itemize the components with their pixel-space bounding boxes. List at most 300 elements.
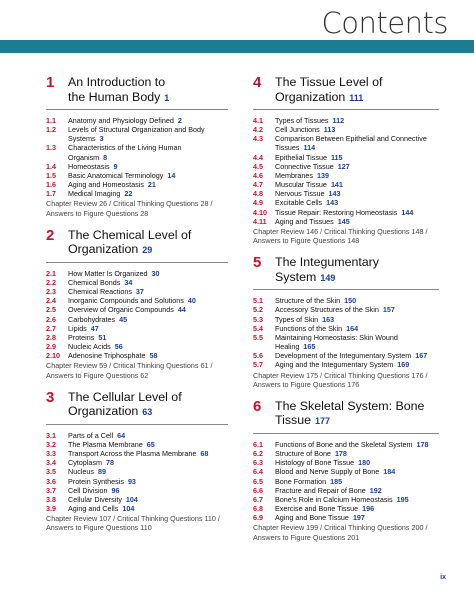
section-title-line: Cellular Diversity [68, 494, 122, 504]
section-title-line: Membranes [275, 170, 313, 180]
section-title-line: Chemical Bonds [68, 277, 121, 287]
chapter-number: 5 [253, 254, 262, 272]
section-number: 2.7 [46, 323, 56, 333]
section-title [68, 116, 182, 125]
section-number: 4.5 [253, 161, 263, 171]
section-row[interactable] [46, 504, 228, 513]
chapter-entry [253, 398, 439, 542]
section-title-line: Connective Tissue [275, 161, 334, 171]
chapter-rule [46, 262, 228, 263]
section-title-line: Histology of Bone Tissue [275, 458, 355, 468]
section-row[interactable] [253, 324, 439, 333]
section-title [275, 134, 427, 152]
section-row[interactable] [253, 486, 439, 495]
section-number: 2.3 [46, 287, 56, 297]
section-title [275, 125, 335, 134]
section-number: 3.8 [46, 494, 56, 504]
section-number: 4.4 [253, 152, 263, 162]
section-number: 5.5 [253, 332, 263, 342]
chapter-entry [46, 74, 228, 218]
section-row[interactable] [46, 287, 228, 296]
section-title-line: Cytoplasm [68, 458, 102, 468]
section-title [68, 431, 125, 440]
section-row[interactable] [46, 171, 228, 180]
section-title [275, 296, 356, 305]
section-row[interactable] [46, 143, 228, 161]
section-page: 167 [415, 351, 428, 361]
section-title-line: Functions of the Skin [275, 323, 343, 333]
chapter-number: 6 [253, 397, 262, 415]
section-number: 5.2 [253, 305, 263, 315]
section-title-line: Homeostasis [68, 161, 110, 171]
section-row[interactable] [253, 440, 439, 449]
section-title-line: Transport Across the Plasma Membrane [68, 449, 197, 459]
section-title [68, 477, 136, 486]
section-number: 3.6 [46, 476, 56, 486]
chapter-review [46, 514, 228, 532]
left-column [46, 74, 228, 542]
section-row[interactable] [46, 278, 228, 287]
section-row[interactable] [46, 342, 228, 351]
section-title [275, 189, 341, 198]
section-number: 4.8 [253, 189, 263, 199]
section-title [275, 449, 347, 458]
section-page: 163 [322, 314, 335, 324]
section-number: 6.3 [253, 458, 263, 468]
section-title [68, 269, 160, 278]
chapter-page: 149 [320, 272, 336, 283]
chapter-rule [253, 109, 439, 110]
section-row[interactable] [253, 198, 439, 207]
section-title [275, 116, 344, 125]
section-row[interactable] [253, 315, 439, 324]
section-row[interactable] [46, 467, 228, 476]
section-page: 180 [358, 458, 371, 468]
section-title [68, 324, 99, 333]
chapter-review [253, 523, 439, 541]
chapter-heading[interactable] [46, 227, 228, 258]
section-row[interactable] [46, 458, 228, 467]
chapter-title-line: Tissue [275, 413, 312, 428]
section-row[interactable] [46, 431, 228, 440]
section-title [68, 143, 181, 161]
section-title-line: Functions of Bone and the Skeletal System [275, 439, 413, 449]
section-title [275, 467, 395, 476]
chapter-number: 3 [46, 388, 55, 406]
section-title-line: Proteins [68, 332, 95, 342]
section-page: 184 [383, 467, 396, 477]
section-title-line: Excitable Cells [275, 198, 323, 208]
section-title [68, 125, 205, 143]
chapter-rule [46, 109, 228, 110]
section-title-line: Bone's Role in Calcium Homeostasis [275, 494, 393, 504]
section-title [68, 342, 123, 351]
section-page: 144 [401, 207, 414, 217]
section-row[interactable] [46, 449, 228, 458]
chapter-review-line: Chapter Review 59 / Critical Thinking Questions 61 / [46, 361, 213, 371]
section-page: 93 [127, 476, 136, 486]
section-title-line: Development of the Integumentary System [275, 351, 412, 361]
section-row[interactable] [253, 360, 439, 369]
section-title [275, 477, 342, 486]
chapter-review-line: Chapter Review 26 / Critical Thinking Questions 28 / [46, 199, 213, 209]
section-page: 113 [323, 125, 336, 135]
section-page: 143 [328, 189, 341, 199]
section-page: 2 [177, 116, 182, 125]
section-title [275, 486, 382, 495]
section-title [275, 153, 343, 162]
section-title [68, 449, 208, 458]
section-page: 104 [125, 494, 138, 504]
section-title-line: Protein Synthesis [68, 476, 124, 486]
chapter-title-line: the Human Body [68, 89, 161, 104]
chapter-rule [253, 433, 439, 434]
section-title-line: Exercise and Bone Tissue [275, 504, 359, 514]
section-page: 178 [416, 439, 429, 449]
section-title [68, 296, 196, 305]
section-number: 4.1 [253, 116, 263, 125]
section-number: 1.5 [46, 170, 56, 180]
section-number: 3.7 [46, 485, 56, 495]
right-column [253, 74, 439, 551]
section-title-line: Aging and Cells [68, 504, 119, 514]
section-page: 104 [122, 504, 135, 514]
section-page: 65 [146, 439, 155, 449]
section-title-line: Adenosine Triphosphate [68, 351, 146, 361]
chapter-title-line: The Chemical Level of [68, 227, 192, 242]
section-title [275, 440, 428, 449]
section-row[interactable] [253, 189, 439, 198]
section-title-line: Cell Division [68, 485, 108, 495]
section-row[interactable] [253, 217, 439, 226]
section-row[interactable] [46, 477, 228, 486]
section-page: 30 [151, 268, 160, 278]
chapter-title-line: The Tissue Level of [275, 75, 383, 89]
chapter-heading[interactable] [46, 74, 228, 105]
section-number: 4.2 [253, 125, 263, 135]
section-page: 14 [167, 170, 176, 180]
section-title [68, 287, 144, 296]
section-title [68, 458, 114, 467]
section-title [68, 351, 158, 360]
section-row[interactable] [46, 486, 228, 495]
chapter-title-line: An Introduction to [68, 75, 166, 89]
chapter-title-line: Organization [68, 242, 139, 257]
section-number: 5.4 [253, 323, 263, 333]
chapter-review-line: Answers to Figure Questions 201 [253, 532, 360, 542]
section-title-line: Overview of Organic Compounds [68, 305, 174, 315]
chapter-review-line: Chapter Review 146 / Critical Thinking Questions 148 / [253, 226, 428, 236]
section-page: 178 [334, 449, 347, 459]
section-number: 2.2 [46, 277, 56, 287]
section-number: 3.3 [46, 449, 56, 459]
section-number: 3.2 [46, 439, 56, 449]
section-row[interactable] [253, 305, 439, 314]
section-page: 150 [344, 296, 357, 306]
section-number: 6.5 [253, 476, 263, 486]
section-title-line: Types of Tissues [275, 116, 329, 125]
chapter-page: 63 [142, 407, 153, 418]
section-title [68, 305, 186, 314]
chapter-page: 1 [164, 92, 170, 103]
section-title [275, 513, 365, 522]
chapter-review [46, 199, 228, 217]
section-page: 112 [332, 116, 345, 125]
section-number: 4.3 [253, 134, 263, 144]
section-row[interactable] [46, 116, 228, 125]
chapter-review-line: Chapter Review 199 / Critical Thinking Questions 200 / [253, 523, 428, 533]
section-row[interactable] [46, 324, 228, 333]
section-page: 196 [362, 504, 375, 514]
section-number: 4.6 [253, 170, 263, 180]
section-row[interactable] [46, 440, 228, 449]
section-row[interactable] [253, 495, 439, 504]
section-title [275, 333, 398, 351]
section-page: 51 [98, 332, 107, 342]
section-title [68, 180, 156, 189]
section-page: 34 [124, 277, 133, 287]
chapter-review [253, 227, 439, 245]
section-page: 44 [177, 305, 186, 315]
chapter-review-line: Answers to Figure Questions 176 [253, 379, 360, 389]
section-page: 192 [369, 485, 382, 495]
section-row[interactable] [253, 171, 439, 180]
section-title-line: Tissues [275, 143, 300, 153]
section-row[interactable] [253, 116, 439, 125]
section-title [275, 504, 374, 513]
section-number: 3.5 [46, 467, 56, 477]
section-page: 114 [303, 143, 316, 153]
section-page: 21 [147, 180, 156, 190]
section-row[interactable] [46, 333, 228, 342]
section-page: 164 [346, 323, 359, 333]
chapter-review-line: Chapter Review 107 / Critical Thinking Questions 110 / [46, 514, 220, 524]
section-number: 3.1 [46, 430, 56, 440]
section-number: 2.4 [46, 296, 56, 306]
section-row[interactable] [253, 333, 439, 351]
chapter-heading[interactable] [253, 74, 439, 105]
section-row[interactable] [253, 477, 439, 486]
section-number: 6.9 [253, 513, 263, 523]
section-number: 1.7 [46, 189, 56, 199]
section-number: 2.5 [46, 305, 56, 315]
section-row[interactable] [253, 351, 439, 360]
section-row[interactable] [46, 495, 228, 504]
section-page: 169 [397, 360, 410, 370]
section-row[interactable] [46, 180, 228, 189]
section-title-line: Structure of the Skin [275, 296, 341, 306]
chapter-review-line: Answers to Figure Questions 62 [46, 370, 149, 380]
section-title [68, 467, 106, 476]
section-title-line: Tissue Repair: Restoring Homeostasis [275, 207, 398, 217]
section-title-line: Medical Imaging [68, 189, 121, 199]
section-number: 6.2 [253, 449, 263, 459]
section-number: 2.1 [46, 268, 56, 278]
chapter-title-line: Organization [275, 89, 346, 104]
section-number: 1.6 [46, 180, 56, 190]
section-number: 5.1 [253, 296, 263, 306]
section-title [68, 333, 106, 342]
section-number: 6.6 [253, 485, 263, 495]
chapter-rule [253, 289, 439, 290]
section-row[interactable] [253, 513, 439, 522]
section-title [68, 495, 138, 504]
section-title [275, 315, 334, 324]
section-page: 165 [303, 342, 316, 352]
section-row[interactable] [253, 467, 439, 476]
section-title-line: Comparison Between Epithelial and Connective [275, 134, 427, 144]
section-title-line: Aging and Homeostasis [68, 180, 144, 190]
section-title [275, 351, 427, 360]
section-row[interactable] [253, 449, 439, 458]
section-title-line: Nucleic Acids [68, 342, 111, 352]
section-row[interactable] [253, 125, 439, 134]
section-page: 40 [187, 296, 196, 306]
chapter-entry [253, 254, 439, 389]
section-page: 47 [90, 323, 99, 333]
section-title-line: Anatomy and Physiology Defined [68, 116, 174, 125]
section-row[interactable] [253, 153, 439, 162]
section-number: 6.4 [253, 467, 263, 477]
section-title-line: Lipids [68, 323, 87, 333]
page-title: Contents [321, 6, 448, 40]
section-title [68, 189, 132, 198]
section-page: 3 [99, 134, 104, 144]
section-page: 56 [114, 342, 123, 352]
section-row[interactable] [253, 458, 439, 467]
chapter-heading[interactable] [46, 389, 228, 420]
section-title [275, 198, 338, 207]
section-title-line: Carbohydrates [68, 314, 116, 324]
section-title-line: Inorganic Compounds and Solutions [68, 296, 184, 306]
section-title [275, 217, 350, 226]
chapter-number: 4 [253, 74, 262, 91]
section-row[interactable] [253, 296, 439, 305]
section-title-line: Parts of a Cell [68, 430, 114, 440]
section-number: 6.1 [253, 439, 263, 449]
section-title [275, 171, 329, 180]
section-title-line: Levels of Structural Organization and Body [68, 125, 205, 135]
section-page: 64 [117, 430, 126, 440]
section-row[interactable] [46, 315, 228, 324]
section-page: 22 [124, 189, 133, 199]
chapter-number: 2 [46, 226, 55, 244]
chapter-heading[interactable] [253, 398, 439, 429]
section-title [275, 360, 409, 369]
section-page: 78 [105, 458, 114, 468]
section-number: 1.1 [46, 116, 56, 125]
chapter-entry [253, 74, 439, 245]
chapter-review-line: Answers to Figure Questions 28 [46, 208, 149, 218]
section-number: 4.7 [253, 180, 263, 190]
section-title-line: Cell Junctions [275, 125, 320, 135]
section-row[interactable] [253, 180, 439, 189]
section-title-line: Chemical Reactions [68, 287, 132, 297]
section-title [68, 504, 134, 513]
section-page: 127 [337, 161, 350, 171]
section-row[interactable] [46, 296, 228, 305]
section-page: 8 [103, 152, 108, 162]
section-row[interactable] [253, 162, 439, 171]
section-title [68, 440, 155, 449]
section-page: 157 [382, 305, 395, 315]
chapter-review-line: Chapter Review 175 / Critical Thinking Questions 176 / [253, 370, 428, 380]
chapter-title [275, 398, 424, 429]
chapter-title [275, 254, 439, 285]
section-title [275, 458, 370, 467]
section-number: 4.11 [253, 216, 267, 226]
section-number: 2.6 [46, 314, 56, 324]
section-page: 89 [97, 467, 106, 477]
section-row[interactable] [46, 162, 228, 171]
section-title-line: Accessory Structures of the Skin [275, 305, 379, 315]
section-title-line: Aging and the Integumentary System [275, 360, 394, 370]
chapter-review [46, 361, 228, 379]
section-title-line: Bone Formation [275, 476, 327, 486]
section-title-line: Fracture and Repair of Bone [275, 485, 366, 495]
section-title-line: Epithelial Tissue [275, 152, 327, 162]
section-number: 5.3 [253, 314, 263, 324]
section-title-line: Healing [275, 342, 300, 352]
section-number: 5.6 [253, 351, 263, 361]
section-row[interactable] [253, 208, 439, 217]
section-title-line: Blood and Nerve Supply of Bone [275, 467, 380, 477]
section-number: 3.9 [46, 504, 56, 514]
page-number: ix [440, 574, 446, 581]
chapter-page: 177 [315, 416, 331, 427]
section-number: 5.7 [253, 360, 263, 370]
section-page: 139 [316, 170, 329, 180]
chapter-review-line: Answers to Figure Questions 148 [253, 236, 360, 246]
section-page: 195 [396, 494, 409, 504]
chapter-entry [46, 389, 228, 533]
section-number: 2.8 [46, 332, 56, 342]
section-number: 2.10 [46, 351, 60, 361]
section-row[interactable] [46, 305, 228, 314]
section-title [275, 495, 409, 504]
section-row[interactable] [46, 351, 228, 360]
section-page: 185 [330, 476, 343, 486]
section-number: 1.4 [46, 161, 56, 171]
section-page: 9 [113, 161, 118, 171]
section-title [68, 315, 127, 324]
chapter-heading[interactable] [253, 254, 439, 285]
chapter-title [68, 74, 169, 105]
section-title-line: Systems [68, 134, 96, 144]
section-number: 1.3 [46, 143, 56, 153]
section-title-line: Aging and Bone Tissue [275, 513, 349, 523]
chapter-title-line: The Cellular Level of [68, 389, 182, 404]
section-row[interactable] [46, 269, 228, 278]
section-number: 4.9 [253, 198, 263, 208]
section-title [68, 486, 120, 495]
section-row[interactable] [253, 134, 439, 152]
chapter-title-line: Organization [68, 404, 139, 419]
chapter-title [275, 74, 382, 105]
section-row[interactable] [253, 504, 439, 513]
section-title-line: Structure of Bone [275, 449, 331, 459]
section-title [68, 162, 118, 171]
section-page: 37 [135, 287, 144, 297]
header-band [0, 40, 474, 53]
chapter-page: 29 [142, 245, 153, 256]
section-row[interactable] [46, 189, 228, 198]
section-title [275, 180, 343, 189]
section-title-line: Maintaining Homeostasis: Skin Wound [275, 332, 398, 342]
section-number: 1.2 [46, 125, 56, 135]
section-title [275, 162, 350, 171]
section-row[interactable] [46, 125, 228, 143]
